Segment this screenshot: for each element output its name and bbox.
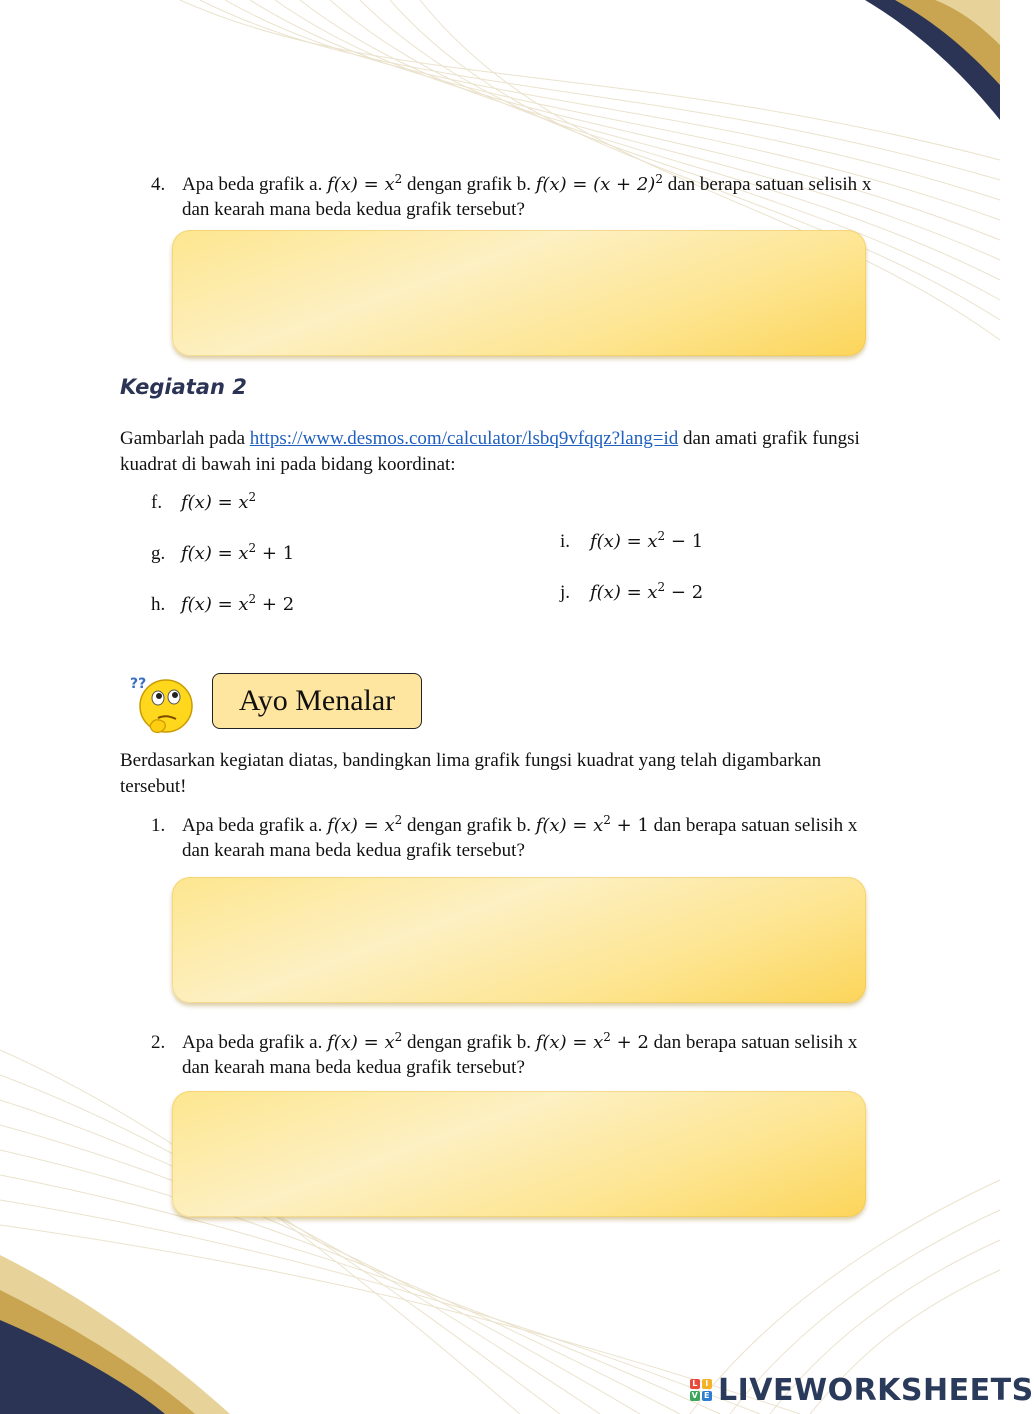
ayo-menalar-title: Ayo Menalar [212, 673, 422, 729]
question-number: 4. [151, 174, 166, 195]
answer-box-question-1[interactable] [172, 877, 866, 1003]
function-b: $f(x) = x^2 + 2$ [535, 1030, 649, 1053]
svg-text:??: ?? [130, 676, 147, 692]
desmos-link[interactable]: https://www.desmos.com/calculator/lsbq9vfqqz?lang=id [249, 428, 679, 449]
answer-box-question-2[interactable] [172, 1091, 866, 1217]
question-2 [151, 1030, 871, 1082]
question-text: Apa beda grafik a. $f(x) = x^2$ dengan grafik b. $f(x) = x^2 + 2$ dan berapa satuan selisih x dan kearah mana beda kedua grafik tersebut? [182, 1030, 858, 1078]
question-1 [151, 813, 871, 865]
liveworksheets-brand-text: LIVEWORKSHEETS [718, 1372, 1034, 1408]
thinking-emoji-icon [124, 668, 200, 736]
question-text: Apa beda grafik a. $f(x) = x^2$ dengan grafik b. $f(x) = x^2 + 1$ dan berapa satuan selisih x dan kearah mana beda kedua grafik tersebut? [182, 813, 858, 861]
answer-box-question-4[interactable] [172, 230, 866, 356]
ayo-menalar-instruction: Berdasarkan kegiatan diatas, bandingkan lima grafik fungsi kuadrat yang telah digambarkan tersebut! [120, 750, 822, 797]
question-number: 1. [151, 815, 166, 836]
function-b: $f(x) = x^2 + 1$ [535, 813, 649, 836]
question-number: 2. [151, 1032, 166, 1053]
question-4 [151, 172, 871, 224]
function-a: $f(x) = x^2$ [327, 813, 403, 836]
section-title-kegiatan-2: Kegiatan 2 [120, 375, 247, 399]
question-text: Apa beda grafik a. $f(x) = x^2$ dengan grafik b. $f(x) = (x + 2)^2$ dan berapa satuan selisih x dan kearah mana beda kedua grafik tersebut? [182, 172, 872, 220]
liveworksheets-logo[interactable] [690, 1370, 1034, 1410]
liveworksheets-logo-icon: L I V E [690, 1379, 712, 1401]
kegiatan-2-instruction: Gambarlah pada https://www.desmos.com/calculator/lsbq9vfqqz?lang=id dan amati grafik fungsi kuadrat di bawah ini pada bidang koordinat: [120, 428, 860, 475]
function-a: $f(x) = x^2$ [327, 1030, 403, 1053]
function-b: $f(x) = (x + 2)^2$ [535, 172, 663, 195]
function-a: $f(x) = x^2$ [327, 172, 403, 195]
worksheet-page: 4. Apa beda grafik a. $f(x) = x^2$ dengan grafik b. $f(x) = (x + 2)^2$ dan berapa satuan selisih x dan kearah mana beda kedua grafik tersebut? Kegiatan 2 Gambarlah pada https://www.desmos.com/calculator/lsbq9vfqqz?lang=id dan amati grafik fungsi kuadrat di bawah ini pada bidang koordinat: f. $f(x) = x^2$ g. $f(x) = x^2 + 1$ h. $f(x) = x^2 + 2$ i. $f(x) = x^2 - 1$ j. $f(x) = x^2 - 2$ ?? Ayo Menalar Berdasarkan kegiatan diatas, bandingkan lima grafik fungsi kuadrat yang telah digambarkan tersebut! 1. Apa beda grafik a. $f(x) = x^2$ dengan grafik b. $f(x) = x^2 + 1$ dan berapa satuan selisih x dan kearah mana beda kedua grafik tersebut? 2. Apa beda grafik a. $f(x) = x^2$ dengan grafik b. $f(x) = x^2 + 2$ dan berapa satuan selisih x dan kearah mana beda kedua grafik tersebut? L I V E LIVEWORKSHEETS [0, 0, 1000, 1414]
